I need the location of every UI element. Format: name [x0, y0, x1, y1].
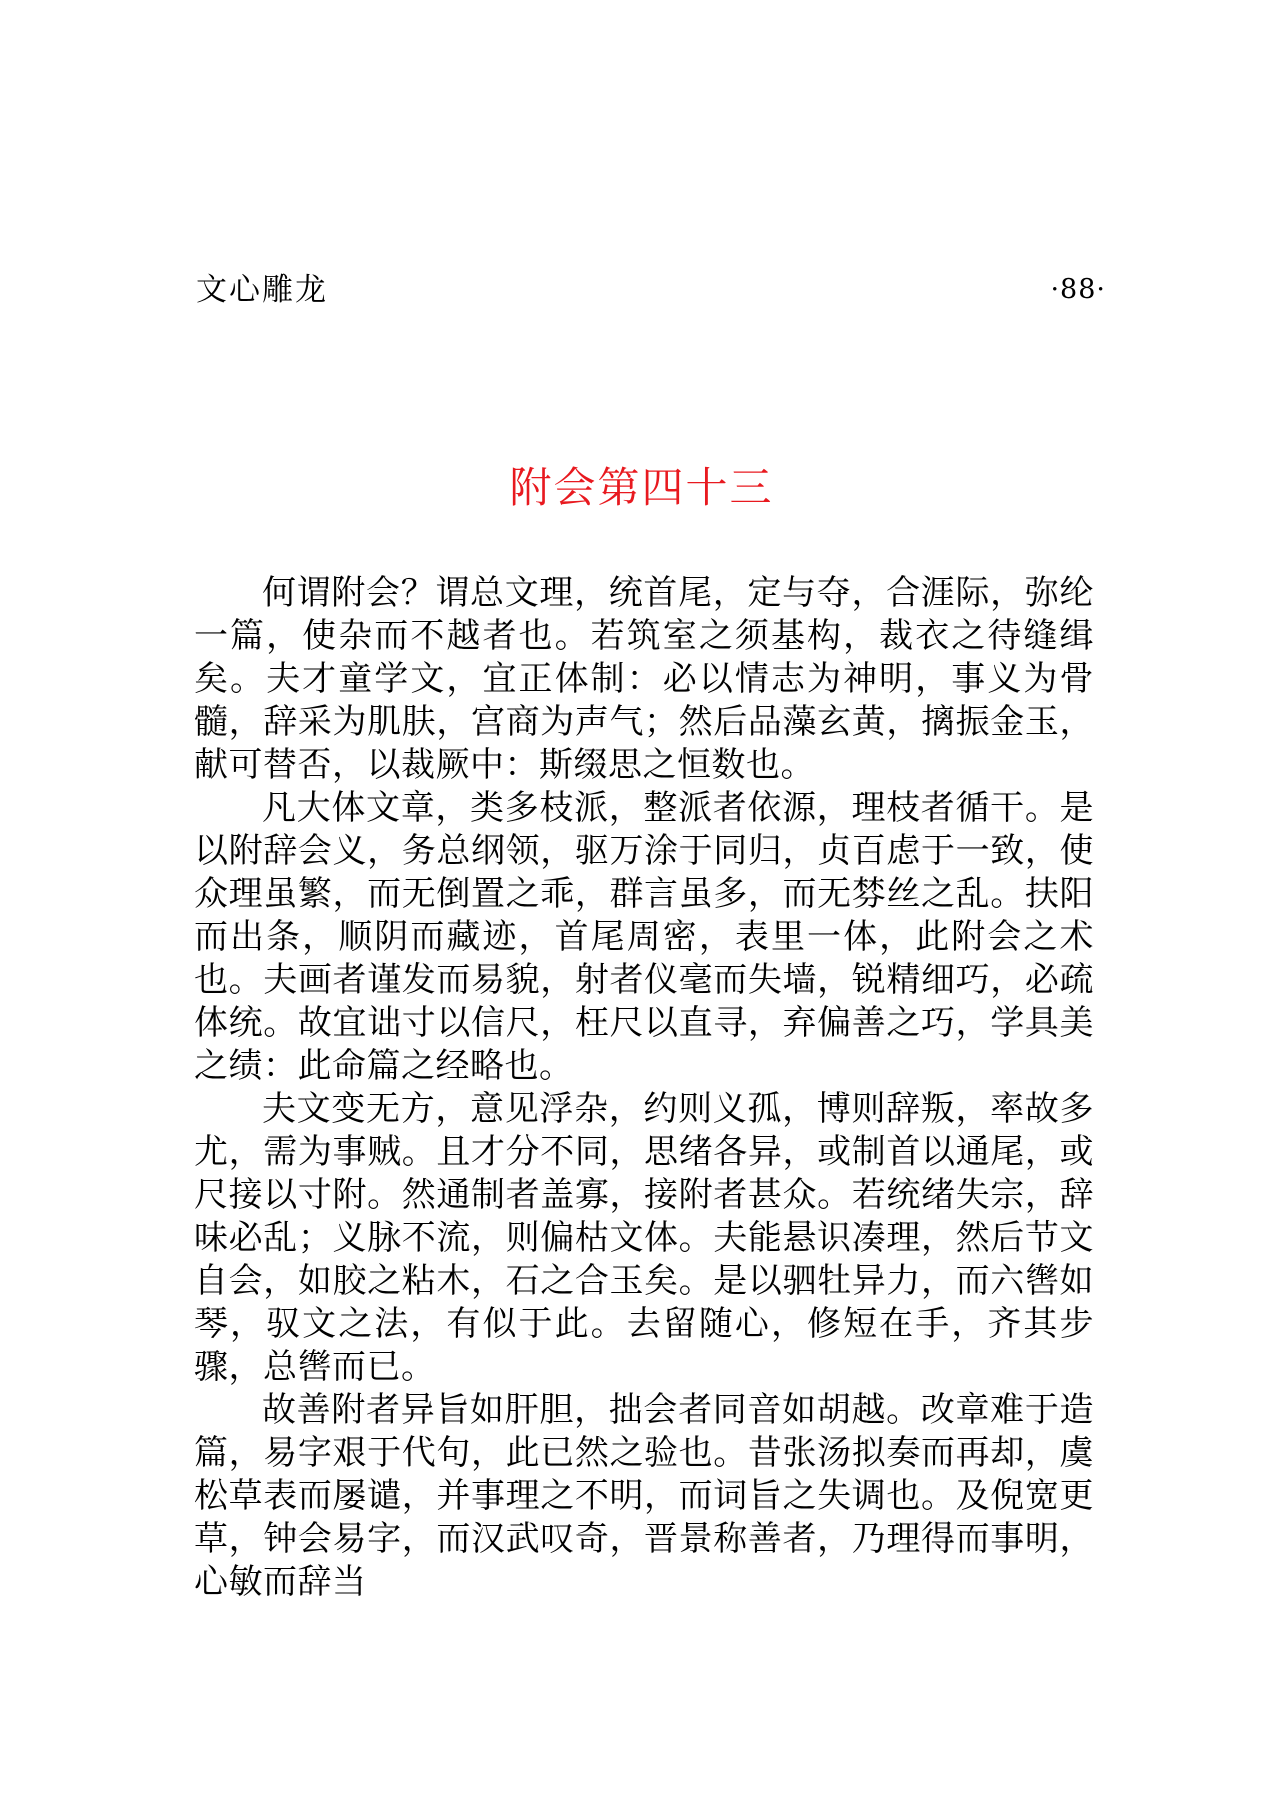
paragraph: 凡大体文章，类多枝派，整派者依源，理枝者循干。是以附辞会义，务总纲领，驱万涂于同归，贞百虑于一致，使众理虽繁，而无倒置之乖，群言虽多，而无棼丝之乱。扶阳而出条，顺阴而藏迹，首尾周密，表里一体，此附会之术也。夫画者谨发而易貌，射者仪毫而失墙，锐精细巧，必疏体统。故宜诎寸以信尺，枉尺以直寻，弃偏善之巧，学具美之绩：此命篇之经略也。 [194, 788, 1094, 1086]
running-header [196, 270, 1106, 310]
body-text [194, 572, 1094, 1604]
chapter-title: 附会第四十三 [509, 463, 774, 512]
paragraph: 何谓附会？谓总文理，统首尾，定与夺，合涯际，弥纶一篇，使杂而不越者也。若筑室之须基构，裁衣之待缝缉矣。夫才童学文，宜正体制：必以情志为神明，事义为骨髓，辞采为肌肤，宫商为声气；然后品藻玄黄，摛振金玉，献可替否，以裁厥中：斯缀思之恒数也。 [194, 573, 1094, 785]
page-number: ·88· [1050, 274, 1106, 305]
paragraph: 故善附者异旨如肝胆，拙会者同音如胡越。改章难于造篇，易字艰于代句，此已然之验也。昔张汤拟奏而再却，虞松草表而屡谴，并事理之不明，而词旨之失调也。及倪宽更草，钟会易字，而汉武叹奇，晋景称善者，乃理得而事明，心敏而辞当 [194, 1390, 1094, 1602]
paragraph: 夫文变无方，意见浮杂，约则义孤，博则辞叛，率故多尤，需为事贼。且才分不同，思绪各异，或制首以通尾，或尺接以寸附。然通制者盖寡，接附者甚众。若统绪失宗，辞味必乱；义脉不流，则偏枯文体。夫能悬识凑理，然后节文自会，如胶之粘木，石之合玉矣。是以驷牡异力，而六辔如琴，驭文之法，有似于此。去留随心，修短在手，齐其步骤，总辔而已。 [194, 1089, 1094, 1387]
book-title: 文心雕龙 [196, 272, 328, 308]
